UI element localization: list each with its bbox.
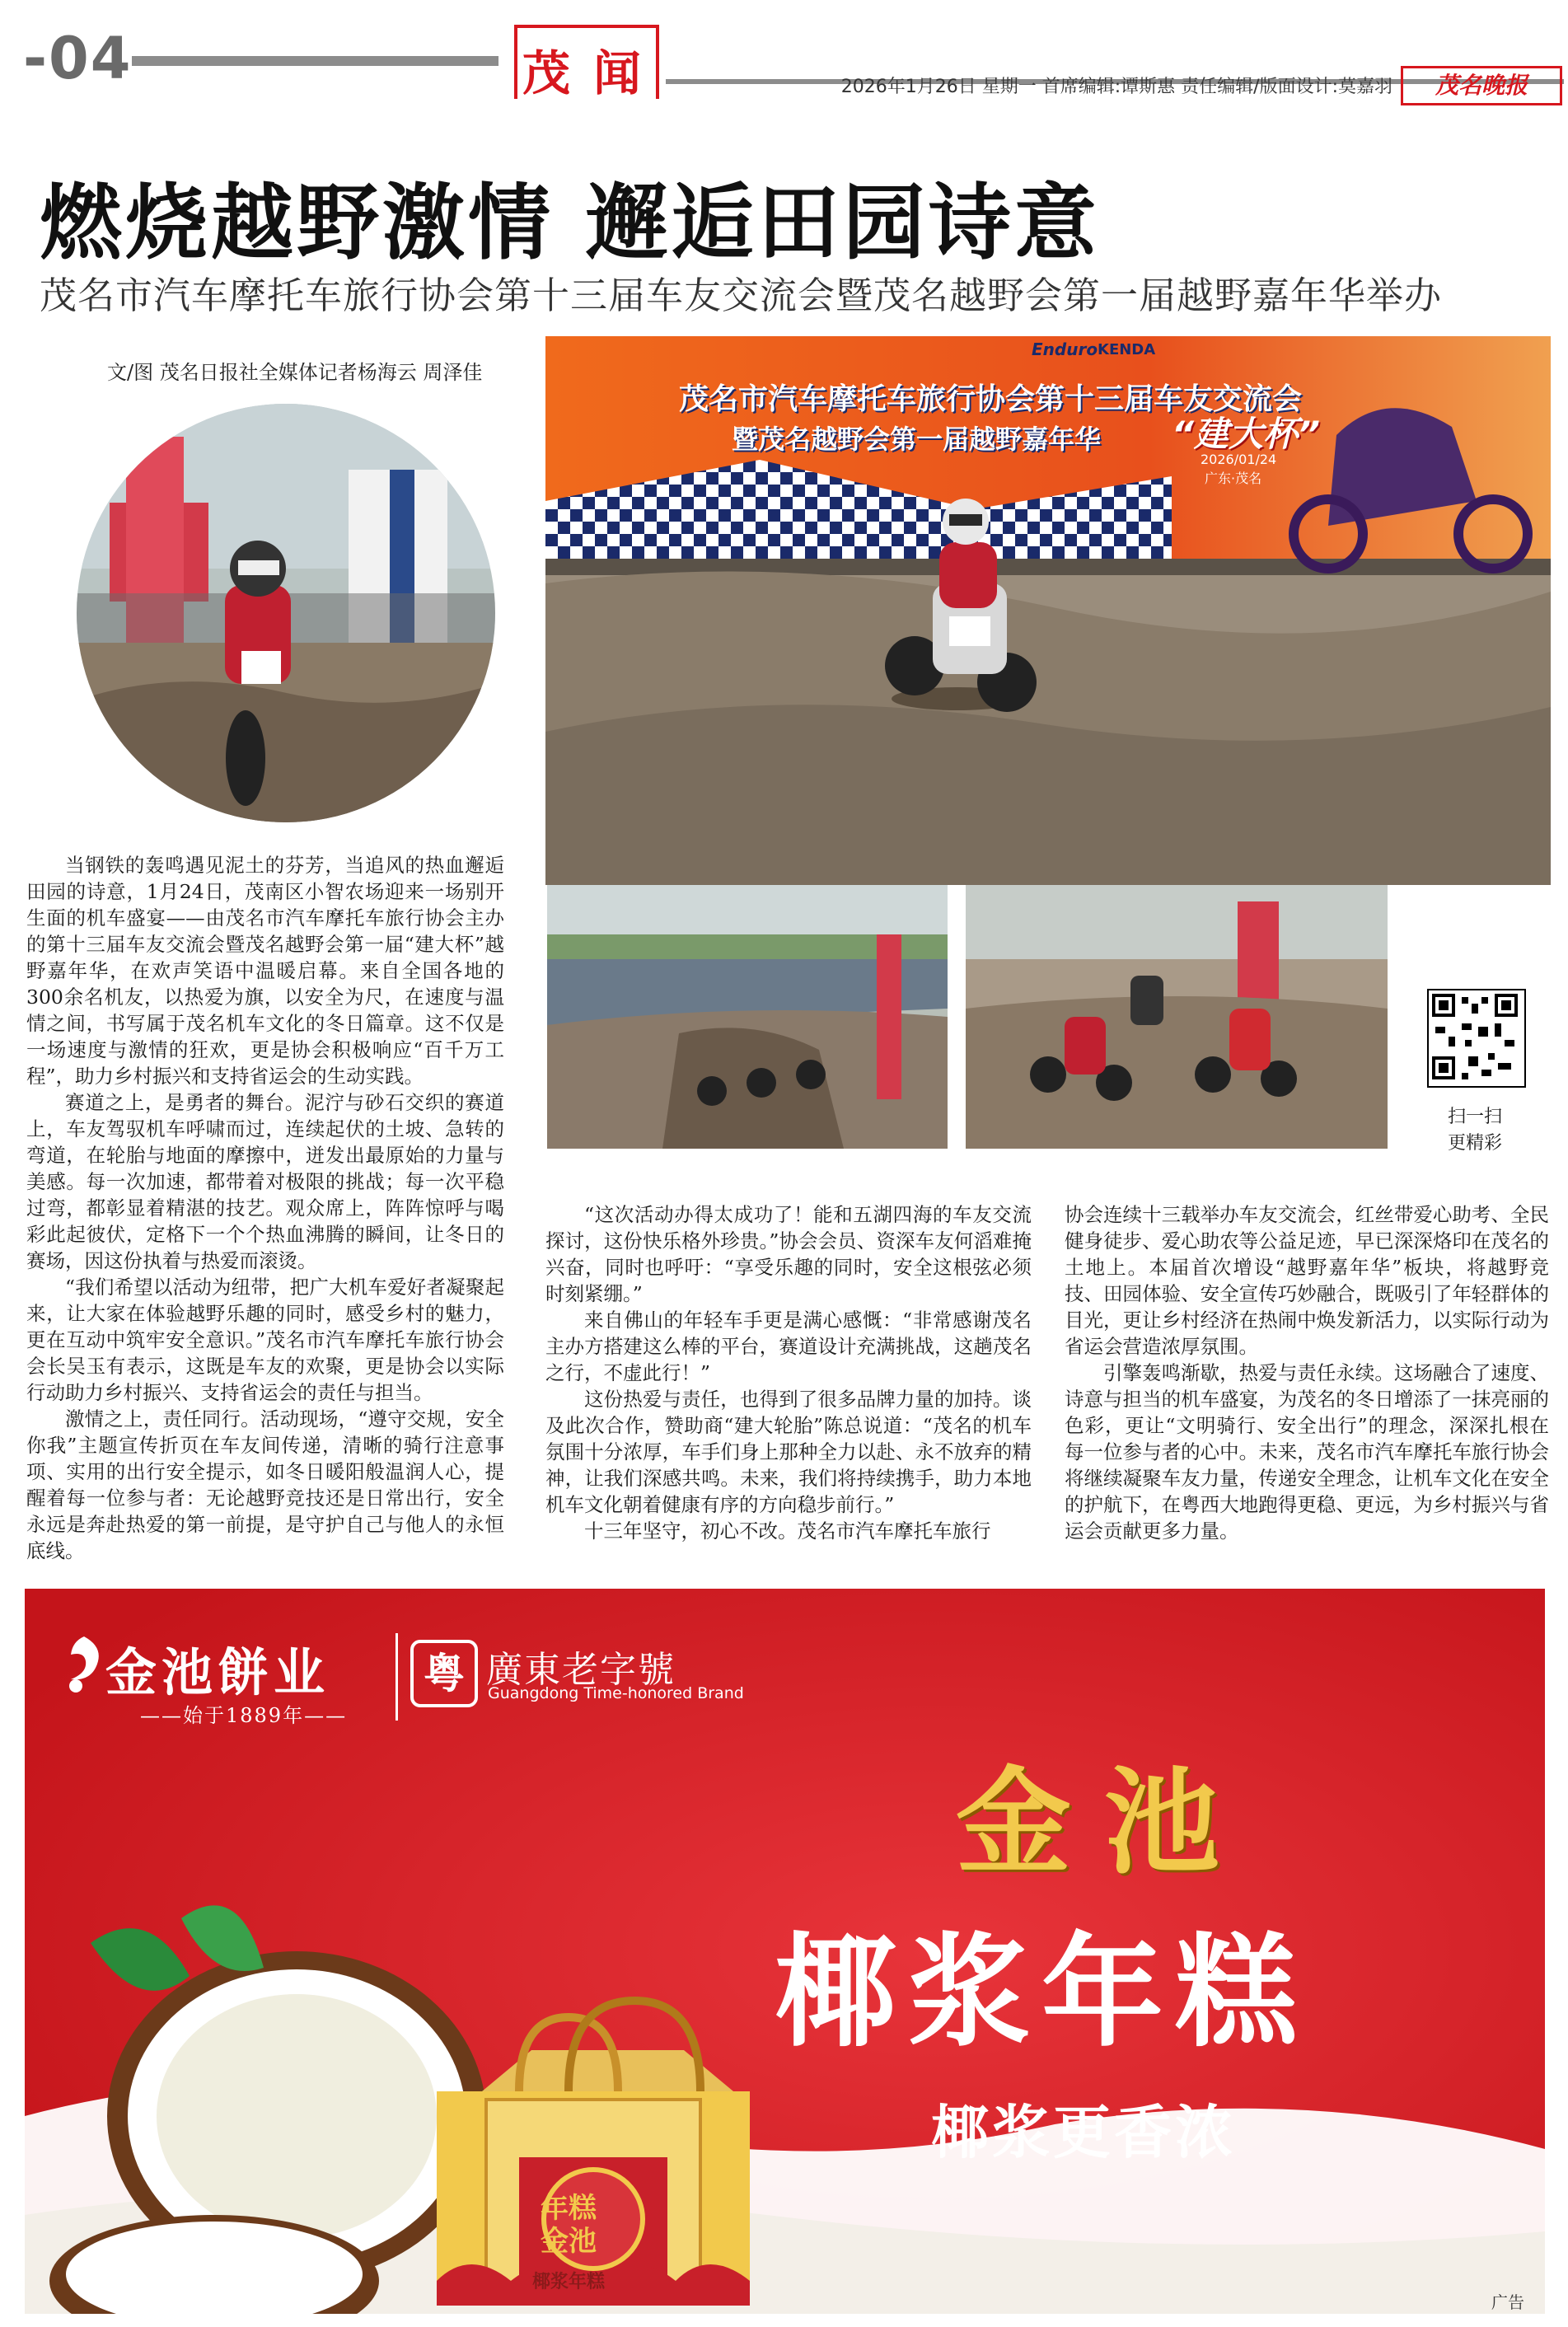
sponsor-enduro: Enduro bbox=[1032, 339, 1098, 359]
rider-photo-circle bbox=[77, 404, 495, 822]
crowd-photo-illustration bbox=[547, 885, 948, 1149]
box-label-block bbox=[519, 2192, 618, 2258]
header-rule-left bbox=[132, 56, 498, 66]
riders-group-photo bbox=[966, 885, 1388, 1149]
qr-caption bbox=[1411, 1104, 1539, 1157]
paragraph: 激情之上，责任同行。活动现场，“遵守交规，安全你我”主题宣传折页在车友间传递，清晰的骑行注意事项、实用的出行安全提示，如冬日暖阳般温润人心，提醒着每一位参与者：无论越野竞技还是日常出行，安全永远是奔赴热爱的第一前提，是守护自己与他人的永恒底线。 bbox=[26, 1407, 504, 1562]
article-subheadline: 茂名市汽车摩托车旅行协会第十三届车友交流会暨茂名越野会第一届越野嘉年华举办 bbox=[40, 274, 1443, 317]
brand-logo-icon bbox=[59, 1632, 109, 1697]
ad-main-name: 金池 bbox=[956, 1755, 1253, 1890]
qr-code[interactable] bbox=[1427, 989, 1526, 1088]
paragraph: “我们希望以活动为纽带，把广大机车爱好者凝聚起来，让大家在体验越野乐趣的同时，感受乡村的魅力，更在互动中筑牢安全意识。”茂名市汽车摩托车旅行协会会长吴玉有表示，这既是车友的欢聚，更是协会以实际行动助力乡村振兴、支持省运会的责任与担当。 bbox=[26, 1276, 504, 1404]
paragraph: 这份热爱与责任，也得到了很多品牌力量的加持。谈及此次合作，赞助商“建大轮胎”陈总说道：“茂名的机车氛围十分浓厚，车手们身上那种全力以赴、永不放弃的精神，让我们深感共鸣。未来，我们将持续携手，助力本地机车文化朝着健康有序的方向稳步前行。” bbox=[545, 1388, 1032, 1516]
qr-caption-line2: 更精彩 bbox=[1447, 1133, 1502, 1154]
paragraph-continued: 协会连续十三载举办车友交流会，红丝带爱心助考、全民健身徒步、爱心助农等公益足迹，早已深深烙印在茂名的土地上。本届首次增设“越野嘉年华”板块，将越野竞技、田园体验、安全宣传巧妙融合，既吸引了年轻群体的目光，更让乡村经济在热闹中焕发新活力，以实际行动为省运会营造浓厚氛围。 bbox=[1065, 1203, 1549, 1358]
ad-since: ——始于1889年—— bbox=[140, 1704, 348, 1727]
ad-label: 广告 bbox=[1491, 2292, 1524, 2312]
paragraph: 引擎轰鸣渐歇，热爱与责任永续。这场融合了速度、诗意与担当的机车盛宴，为茂名的冬日增添了一抹亮丽的色彩，更让“文明骑行、安全出行”的理念，深深扎根在每一位参与者的心中。未来，茂名市汽车摩托车旅行协会将继续凝聚车友力量，传递安全理念，让机车文化在安全的护航下，在粤西大地跑得更稳、更远，为乡村振兴与省运会贡献更多力量。 bbox=[1065, 1361, 1549, 1543]
ad-brand-name: 金池餅业 bbox=[105, 1642, 330, 1702]
paragraph: 来自佛山的年轻车手更是满心感慨：“非常感谢茂名主办方搭建这么棒的平台，赛道设计充满挑战，这趟茂名之行，不虚此行！” bbox=[545, 1309, 1032, 1384]
page-number: -04 bbox=[23, 25, 133, 92]
paper-logo: 茂名晚报 bbox=[1401, 66, 1562, 105]
time-honored-stamp-icon: 粤 bbox=[410, 1640, 478, 1707]
section-label bbox=[513, 20, 662, 102]
paragraph: “这次活动办得太成功了！能和五湖四海的车友交流探讨，这份快乐格外珍贵。”协会会员、资深车友何滔难掩兴奋，同时也呼吁：“享受乐趣的同时，安全这根弦必须时刻紧绷。” bbox=[545, 1203, 1032, 1305]
section-char-wen: 闻 bbox=[593, 45, 642, 101]
crowd-photo bbox=[547, 885, 948, 1149]
banner-date: 2026/01/24 bbox=[1201, 452, 1277, 467]
box-title: 年糕 bbox=[541, 2192, 597, 2225]
time-honored-cn: 廣東老字號 bbox=[486, 1649, 676, 1691]
rider-photo-illustration bbox=[77, 404, 495, 822]
qr-code-icon bbox=[1429, 990, 1521, 1083]
sponsor-kenda: KENDA bbox=[1098, 341, 1156, 358]
paragraph: 当钢铁的轰鸣遇见泥土的芬芳，当追风的热血邂逅田园的诗意，1月24日，茂南区小智农场迎来一场别开生面的机车盛宴——由茂名市汽车摩托车旅行协会主办的第十三届车友交流会暨茂名越野会第一届“建大杯”越野嘉年华，在欢声笑语中温暖启幕。来自全国各地的300余名机友，以热爱为旗，以安全为尺，在速度与温情之间，书写属于茂名机车文化的冬日篇章。这不仅是一场速度与激情的狂欢，更是协会积极响应“百千万工程”，助力乡村振兴和支持省运会的生动实践。 bbox=[26, 854, 504, 1088]
main-race-photo bbox=[545, 336, 1551, 885]
article-column-3 bbox=[1065, 1201, 1549, 1544]
riders-photo-illustration bbox=[966, 885, 1388, 1149]
qr-caption-line1: 扫一扫 bbox=[1447, 1107, 1502, 1127]
ad-divider bbox=[396, 1633, 398, 1721]
banner-line-2: 暨茂名越野会第一届越野嘉年华 bbox=[731, 424, 1101, 455]
article-headline: 燃烧越野激情 邂逅田园诗意 bbox=[40, 174, 1100, 271]
time-honored-en: Guangdong Time-honored Brand bbox=[488, 1684, 744, 1702]
paragraph: 赛道之上，是勇者的舞台。泥泞与砂石交织的赛道上，车友驾驭机车呼啸而过，连续起伏的土坡、急转的弯道，在轮胎与地面的摩擦中，迸发出最原始的力量与美感。每一次加速，都带着对极限的挑战；每一次平稳过弯，都彰显着精湛的技艺。观众席上，阵阵惊呼与喝彩此起彼伏，定格下一个个热血沸腾的瞬间，让冬日的赛场，因这份执着与热爱而滚烫。 bbox=[26, 1091, 504, 1272]
ad-product-name: 椰浆年糕 bbox=[775, 1922, 1308, 2063]
ad-slogan: 椰浆更香浓 bbox=[931, 2098, 1236, 2166]
banner-cup: “建大杯” bbox=[1172, 414, 1321, 454]
article-column-2 bbox=[545, 1201, 1032, 1544]
article-column-1 bbox=[26, 852, 504, 1564]
box-brand: 金池 bbox=[541, 2225, 597, 2258]
issue-meta: 2026年1月26日 星期一 首席编辑:谭斯惠 责任编辑/版面设计:莫嘉羽 bbox=[840, 77, 1392, 97]
banner-line-1: 茂名市汽车摩托车旅行协会第十三届车友交流会 bbox=[678, 382, 1302, 416]
box-product-label: 椰浆年糕 bbox=[531, 2272, 605, 2292]
banner-place: 广东·茂名 bbox=[1205, 471, 1262, 486]
paragraph: 十三年坚守，初心不改。茂名市汽车摩托车旅行 bbox=[584, 1519, 991, 1543]
section-char-mao: 茂 bbox=[522, 45, 571, 101]
article-byline: 文/图 茂名日报社全媒体记者杨海云 周泽佳 bbox=[107, 361, 483, 384]
